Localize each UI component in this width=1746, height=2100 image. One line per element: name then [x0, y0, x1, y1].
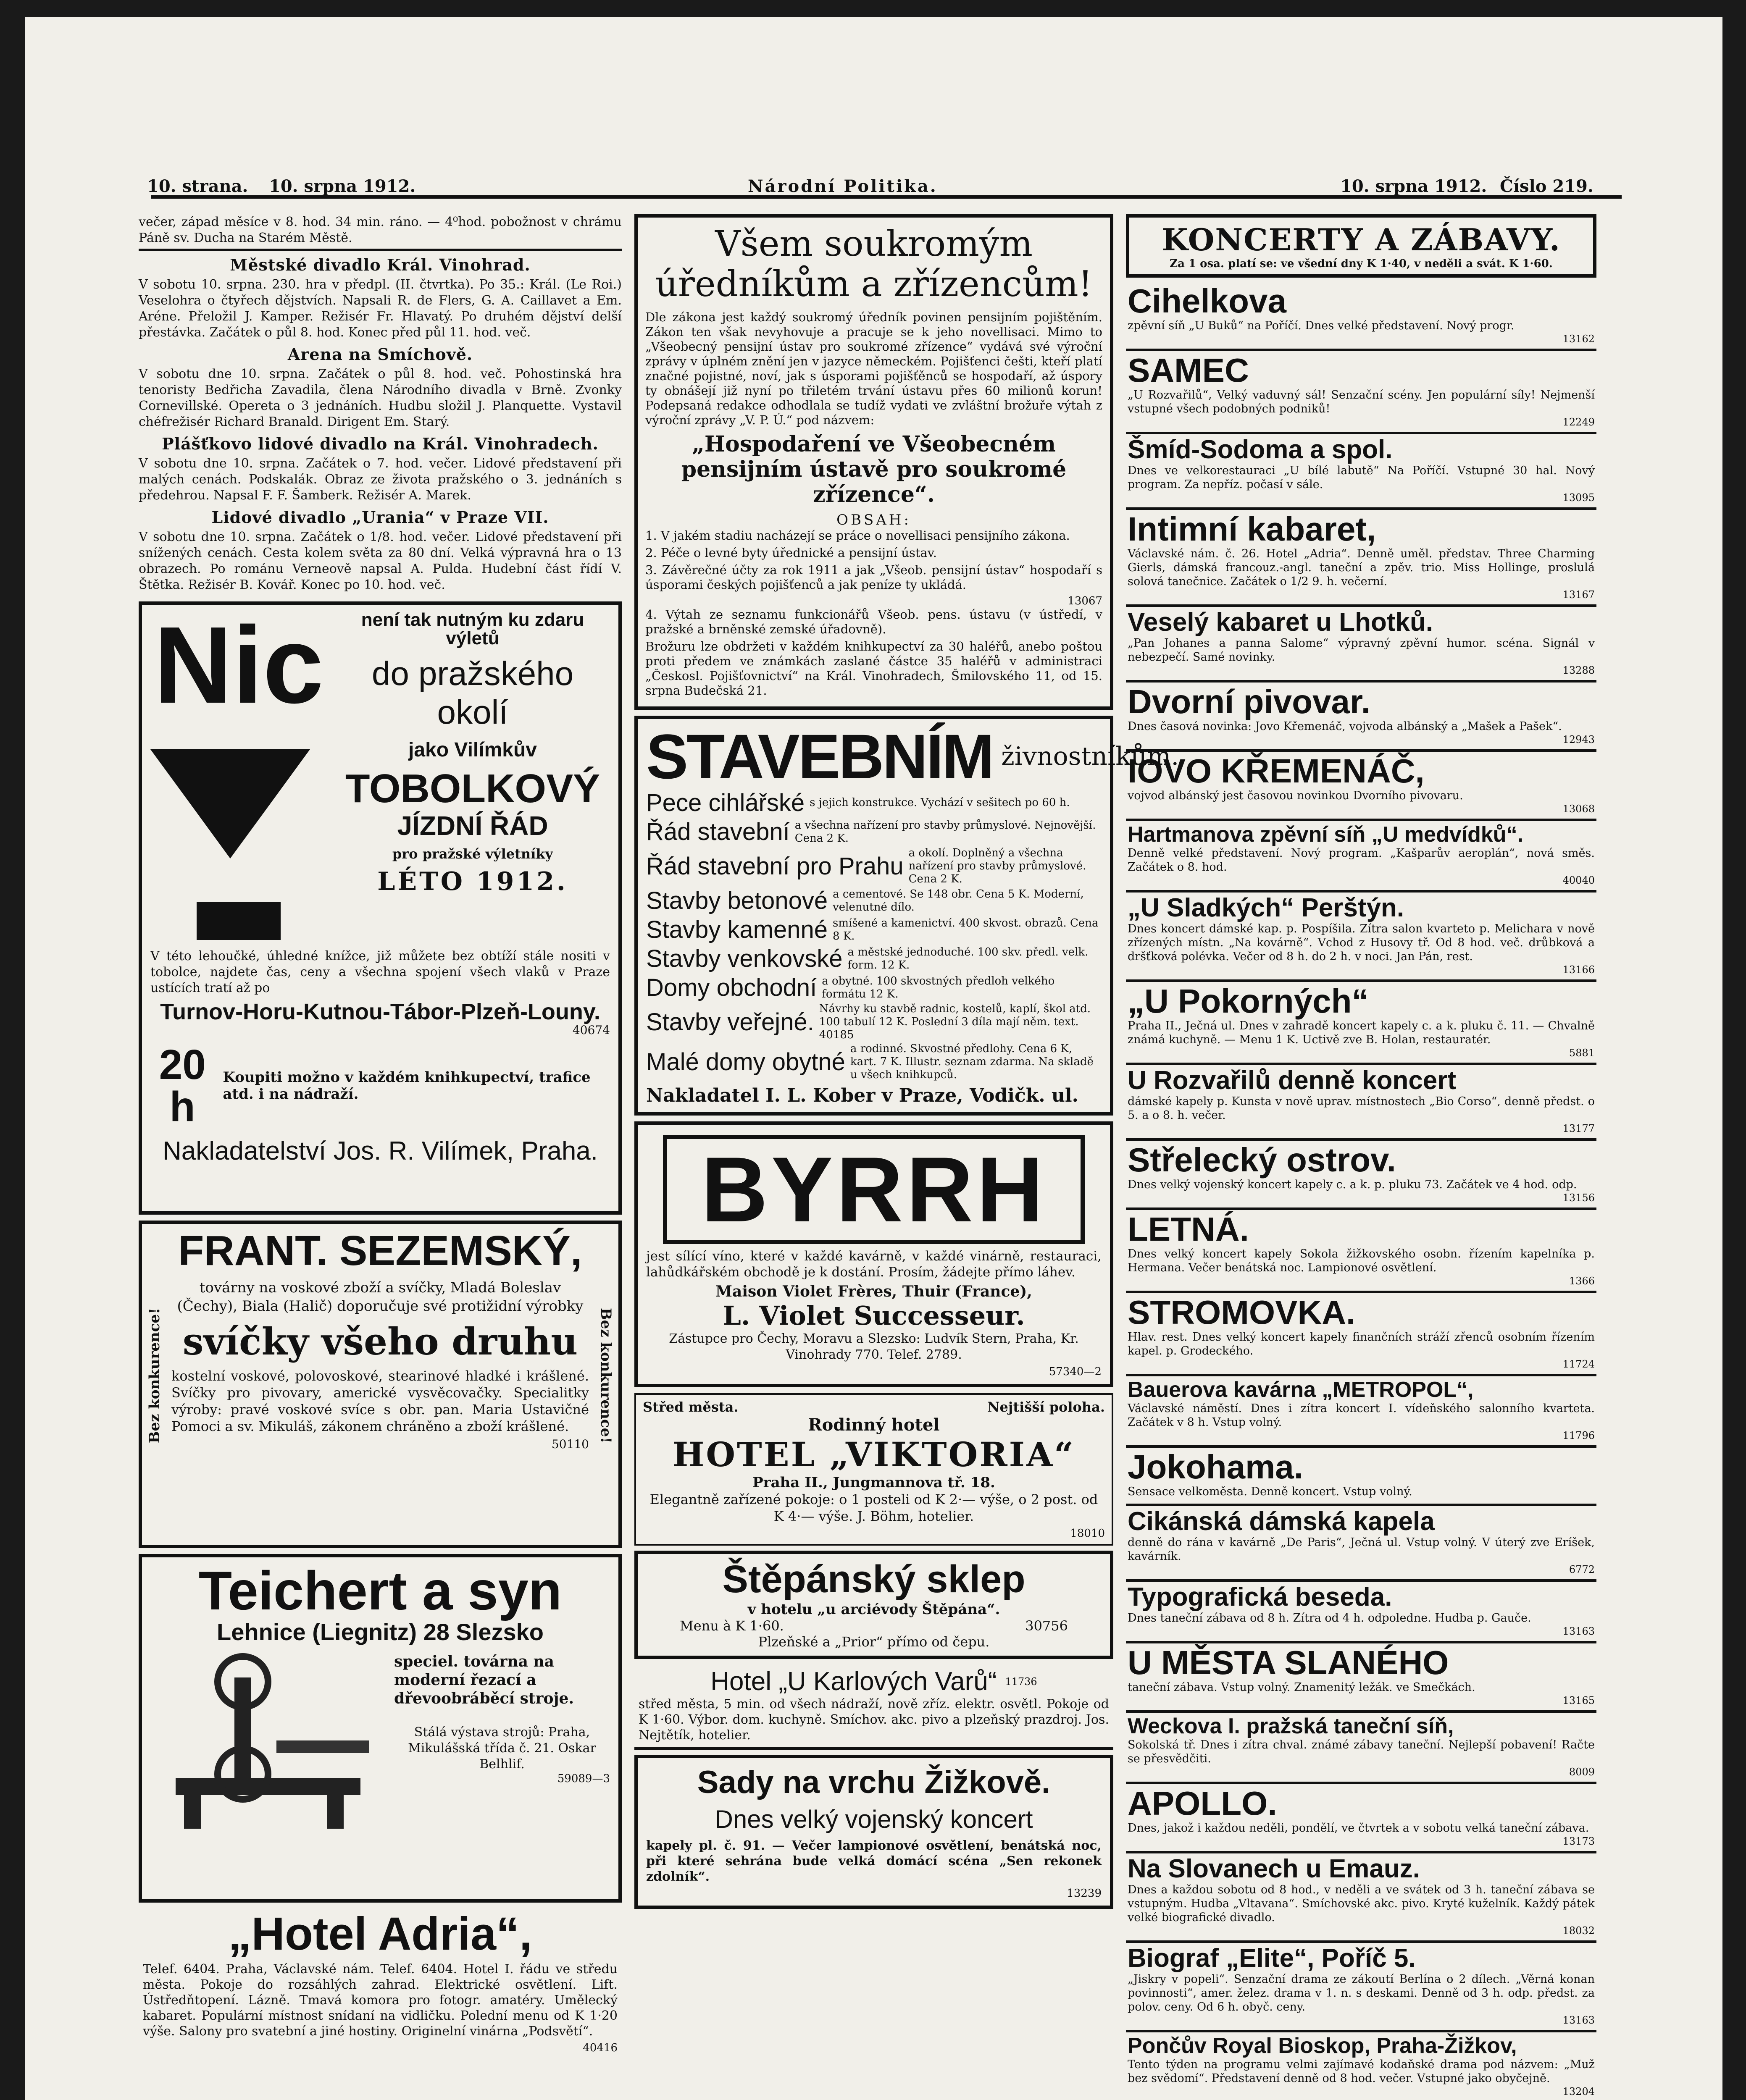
- ad-number: 13165: [1562, 1695, 1595, 1706]
- viktoria-advert: [634, 1393, 1113, 1546]
- ad-number: 5881: [1569, 1047, 1595, 1059]
- nic-buy: Koupiti možno v každém knihkupectví, trafice atd. i na nádraží.: [223, 1069, 591, 1102]
- nic-line: není tak nutným ku zdaru výletů: [361, 609, 584, 648]
- karlovy-vary-text: střed města, 5 min. od všech nádraží, nově zříz. elektr. osvětl. Pokoje od K 1·60. Výbor. dom. kuchyně. Smíchov. akc. pivo a plzeňský prazdroj. Jos. Nejtětík, hotelier.: [639, 1697, 1109, 1743]
- concert-ad: [1126, 1293, 1596, 1376]
- concert-ad-title: U Rozvařilů denně koncert: [1128, 1066, 1457, 1095]
- stepansky-title: Štěpánský sklep: [722, 1558, 1026, 1601]
- concert-ad: [1126, 351, 1596, 434]
- builders-item-title: Domy obchodní: [646, 974, 817, 1001]
- concerts-title: KONCERTY A ZÁBAVY.: [1162, 222, 1561, 257]
- concert-ad-text: Václavské nám. č. 26. Hotel „Adria“. Denně uměl. představ. Three Charming Gierls, dámská francouz.-angl. taneční a zpěv. trio. Miss Hollinge, proslulá solová tanečnice. Začátek o 1/2 9. h. večerní.: [1128, 547, 1595, 588]
- concert-ad-text: vojvod albánský jest časovou novinkou Dvorního pivovaru.: [1128, 789, 1463, 802]
- ad-number: 40416: [583, 2042, 618, 2054]
- side-text: Bez konkurence!: [146, 1308, 163, 1444]
- concert-ad: [1126, 510, 1596, 607]
- ad-number: 11736: [1005, 1675, 1037, 1688]
- concert-ad-title: Hartmanova zpěvní síň „U medvídků“.: [1128, 822, 1524, 847]
- ad-number: 8009: [1569, 1766, 1595, 1778]
- ad-number: 13068: [1562, 803, 1595, 815]
- concert-ad: [1126, 982, 1596, 1065]
- concert-ad-text: Václavské náměstí. Dnes i zítra koncert I. vídeňského salonního kvarteta. Začátek v 8 h. Vstup volný.: [1128, 1402, 1595, 1429]
- builders-sub: živnostníkům.: [1001, 742, 1179, 771]
- nic-title: TOBOLKOVÝ: [345, 766, 600, 811]
- concert-ad: [1126, 1506, 1596, 1582]
- byrrh-text: jest sílící víno, které v každé kavárně, v každé vinárně, restauraci, lahůdkářském obchodě je k dostání. Prosím, žádejte přímo láhev.: [646, 1249, 1102, 1280]
- theatre-text: V sobotu dne 10. srpna. Začátek o půl 8. hod. več. Pohostinská hra tenoristy Bedřicha Zavadila, člena Národního divadla v Brně. Zvonky Cornevillské. Opereta o 3 jednáních. Hudbu složil J. Planquette. Vystavil chéfrežisér Richard Branald. Dirigent Em. Starý.: [139, 367, 622, 429]
- concerts-header: [1126, 214, 1596, 278]
- builders-heading-row: [646, 721, 1179, 792]
- ad-number: 18010: [1070, 1527, 1105, 1540]
- ad-number: 13173: [1562, 1835, 1595, 1847]
- intro-text: večer, západ měsíce v 8. hod. 34 min. ráno. — 4⁰hod. pobožnost v chrámu Páně sv. Ducha na Starém Městě.: [139, 215, 622, 245]
- ad-number: 13166: [1562, 964, 1595, 976]
- side-text: Bez konkurence!: [597, 1308, 614, 1444]
- date-left: 10. srpna 1912.: [269, 176, 416, 196]
- ad-number: 6772: [1569, 1564, 1595, 1575]
- viktoria-sub: Rodinný hotel: [808, 1415, 940, 1435]
- concert-list: [1126, 282, 1596, 2100]
- saw-machine-icon: [150, 1652, 386, 1833]
- officials-end: Brožuru lze obdržeti v každém knihkupectví za 30 haléřů, anebo poštou proti předem ve známkách zaslané částce 35 haléřů v administraci „Českosl. Pojišťovnictví“ na Král. Vinohradech, Šmilovského 11, od 15. srpna Budečská 21.: [645, 639, 1102, 698]
- builders-item-title: Řád stavební pro Prahu: [646, 853, 904, 880]
- concert-ad: [1126, 607, 1596, 682]
- nic-heading: Nic: [153, 604, 324, 726]
- ad-number: 11796: [1562, 1430, 1595, 1441]
- builders-item-desc: smíšené a kamenictví. 400 skvost. obrazů. Cena 8 K.: [833, 916, 1099, 942]
- ad-number: 12249: [1562, 416, 1595, 428]
- concert-ad-title: Intimní kabaret,: [1128, 510, 1376, 548]
- builders-item-title: Stavby venkovské: [646, 945, 843, 972]
- builders-item-title: Stavby betonové: [646, 887, 828, 914]
- contents-item: 2. Péče o levné byty úřednické a pensijní ústav.: [645, 546, 937, 560]
- builders-item-desc: a rodinné. Skvostné předlohy. Cena 6 K, kart. 7 K. Illustr. seznam zdarma. Na skladě u všech knihkupců.: [850, 1042, 1094, 1081]
- nic-line: jako Vilímkův: [408, 739, 537, 761]
- concert-ad-title: SAMEC: [1128, 352, 1249, 389]
- viktoria-top: [643, 1399, 1105, 1415]
- karlovy-vary-advert: [634, 1665, 1113, 1750]
- officials-subtitle: „Hospodaření ve Všeobecném pensijním ústavě pro soukromé zřízence“.: [681, 431, 1067, 507]
- concert-ad-title: Jokohama.: [1128, 1448, 1303, 1486]
- builders-item-title: Pece cihlářské: [646, 789, 805, 816]
- concert-ad: [1126, 892, 1596, 982]
- issue-number: Číslo 219.: [1500, 176, 1593, 196]
- teichert-city: Lehnice (Liegnitz) 28 Slezsko: [217, 1619, 544, 1645]
- contents-item: 4. Výtah ze seznamu funkcionářů Všeob. pens. ústavu (v ústředí, v pražské a brněnské zemské úřadovně).: [645, 607, 1102, 636]
- concert-ad-title: Pončův Royal Bioskop, Praha-Žižkov,: [1128, 2034, 1517, 2058]
- concert-ad-title: STROMOVKA.: [1128, 1294, 1356, 1331]
- concert-ad-text: Dnes, jakož i každou neděli, pondělí, ve čtvrtek a v sobotu velká taneční zábava.: [1128, 1822, 1589, 1835]
- builders-item: [646, 916, 1102, 944]
- concert-ad-title: IOVO KŘEMENÁČ,: [1128, 752, 1425, 790]
- concert-ad-title: Bauerova kavárna „METROPOL“,: [1128, 1378, 1474, 1402]
- date-right: 10. srpna 1912.: [1340, 176, 1487, 196]
- concert-ad: [1126, 1943, 1596, 2032]
- builders-advert: [634, 716, 1179, 1116]
- concert-ad-title: Šmíd-Sodoma a spol.: [1128, 435, 1393, 464]
- builders-item: [646, 1003, 1102, 1042]
- concert-ad-text: zpěvní síň „U Buků“ na Poříčí. Dnes velké představení. Nový progr.: [1128, 319, 1515, 332]
- ad-number: 57340—2: [1049, 1365, 1102, 1378]
- sezemsky-advert: [139, 1221, 622, 1548]
- builders-item-desc: s jejich konstrukce. Vychází v sešitech po 60 h.: [810, 796, 1070, 809]
- concert-ad: [1126, 434, 1596, 510]
- black-bar: [197, 902, 281, 940]
- theatre-title: Městské divadlo Král. Vinohrad.: [230, 255, 531, 274]
- concert-ad-text: „Jiskry v popeli“. Senzační drama ze zákoutí Berlína o 2 dílech. „Věrná konan povinnosti“, amer. želez. drama v 1. n. s deskami. Denně od 3 h. odp. předst. za polov. ceny. Od 6 h. obyč. ceny.: [1128, 1973, 1595, 2013]
- nic-towns: Turnov-Horu-Kutnou-Tábor-Plzeň-Louny.: [160, 999, 600, 1024]
- concert-ad: [1126, 821, 1596, 892]
- concert-ad-text: Dnes velký koncert kapely Sokola žižkovského osobn. řízením kapelníka p. Hermana. Večer benátská noc. Lampionové osvětlení.: [1128, 1247, 1595, 1274]
- concert-ad-text: „Pan Johanes a panna Salome“ výpravný zpěvní humor. scéna. Signál v nebezpečí. Samé novinky.: [1128, 637, 1595, 664]
- builders-item-desc: a všechna nařízení pro stavby průmyslové. Nejnovější. Cena 2 K.: [794, 819, 1096, 845]
- builders-item: [646, 847, 1102, 886]
- ad-number: 13067: [1068, 595, 1102, 607]
- concert-ad-text: Hlav. rest. Dnes velký koncert kapely finančních stráží zřenců osobním řízením kapel. p. Grodeckého.: [1128, 1331, 1595, 1357]
- ad-number: 13163: [1562, 2014, 1595, 2026]
- contents-item: 1. V jakém stadiu nacházejí se práce o novellisaci pensijního zákona.: [645, 528, 1070, 543]
- stepansky-beer: Plzeňské a „Prior“ přímo od čepu.: [758, 1634, 990, 1650]
- officials-title: Všem soukromým úředníkům a zřízencům!: [655, 223, 1093, 304]
- concert-ad: [1126, 1448, 1596, 1506]
- nic-line: pro pražské výletníky: [392, 846, 553, 862]
- theatre-text: V sobotu dne 10. srpna. Začátek o 1/8. hod. večer. Lidové představení při snížených cenách. Cesta kolem světa za 80 dní. Velká výpravná hra o 13 obrazech. Po románu Verneově napsal A. Pulda. Hudební část řídí V. Štětka. Režisér B. Kovář. Konec po 10. hod. več.: [139, 530, 622, 592]
- concert-ad-title: U MĚSTA SLANÉHO: [1128, 1644, 1449, 1681]
- theatre-title: Plášťkovo lidové divadlo na Král. Vinohradech.: [162, 434, 599, 453]
- viktoria-title: HOTEL „VIKTORIA“: [672, 1435, 1075, 1474]
- viktoria-address: Praha II., Jungmannova tř. 18.: [752, 1474, 995, 1491]
- ad-number: 13288: [1562, 664, 1595, 676]
- concert-ad-title: Dvorní pivovar.: [1128, 683, 1370, 720]
- ad-number: 13162: [1562, 333, 1595, 345]
- ad-number: 13167: [1562, 589, 1595, 601]
- concert-ad-text: „U Rozvařilů“, Velký vaduvný sál! Senzační scény. Jen populární síly! Nejmenší vstupné všech podobných podniků!: [1128, 388, 1595, 415]
- concert-ad-title: Weckova I. pražská taneční síň,: [1128, 1714, 1454, 1738]
- builders-item: [646, 789, 1102, 817]
- sezemsky-product: svíčky všeho druhu: [182, 1320, 578, 1363]
- concert-ad: [1126, 1065, 1596, 1141]
- nic-left: [150, 604, 327, 940]
- ad-number: 13095: [1562, 492, 1595, 504]
- concert-ad-text: Sokolská tř. Dnes i zítra chval. známé zábavy taneční. Nejlepší pobavení! Račte se přesvědčiti.: [1128, 1738, 1595, 1765]
- officials-advert: [634, 214, 1113, 710]
- ad-number: 13239: [1067, 1887, 1102, 1900]
- builders-item-title: Řád stavební: [646, 818, 790, 845]
- stepansky-menu: Menu à K 1·60.: [680, 1618, 784, 1634]
- builders-item-title: Stavby kamenné: [646, 916, 828, 943]
- column-left: [139, 214, 622, 2057]
- nic-buy-row: [150, 1041, 610, 1130]
- concert-ad-text: Denně velké představení. Nový program. „Kašparův aeroplán“, nová směs. Začátek o 8. hod.: [1128, 847, 1595, 874]
- concert-ad: [1126, 1141, 1596, 1210]
- builders-item-desc: a okolí. Doplněný a všechna nařízení pro stavby průmyslové. Cena 2 K.: [908, 847, 1086, 885]
- builders-publisher: Nakladatel I. L. Kober v Praze, Vodičk. ul.: [646, 1085, 1078, 1106]
- stepansky-sub: v hotelu „u arciévody Štěpána“.: [747, 1601, 1000, 1618]
- ad-number: 13204: [1562, 2086, 1595, 2097]
- byrrh-representative: Zástupce pro Čechy, Moravu a Slezsko: Ludvík Stern, Praha, Kr. Vinohrady 770. Telef. 2789.: [669, 1331, 1079, 1362]
- viktoria-top-left: Střed města.: [643, 1399, 739, 1415]
- concert-ad-title: „U Pokorných“: [1128, 982, 1369, 1020]
- adria-text: Telef. 6404. Praha, Václavské nám. Telef. 6404. Hotel I. řádu ve středu města. Pokoje do rozsáhlých zahrad. Elektrické osvětlení. Lift. Ústředňtopení. Lázně. Tmavá komora pro fotogr. amatéry. Umělecký kabaret. Populární místnost snídaní na vidličku. Polední menu od K 1·20 výše. Salony pro svatební a jiné hostiny. Originelní vinárna „Podsvětí“.: [143, 1962, 618, 2039]
- nic-title: JÍZDNÍ ŘÁD: [397, 811, 548, 841]
- concert-ad-title: LETNÁ.: [1128, 1210, 1249, 1248]
- concert-ad-title: Cikánská dámská kapela: [1128, 1507, 1435, 1536]
- concert-ad-text: taneční zábava. Vstup volný. Znamenitý ležák. ve Smečkách.: [1128, 1681, 1475, 1694]
- ad-number: 13163: [1562, 1625, 1595, 1637]
- builders-item: [646, 1042, 1102, 1082]
- byrrh-advert: [634, 1121, 1113, 1387]
- ad-number: 1366: [1569, 1275, 1595, 1287]
- builders-item-desc: a cementové. Se 148 obr. Cena 5 K. Moderní, velenutné dílo.: [833, 887, 1084, 914]
- nic-line: do pražského okolí: [371, 655, 574, 731]
- stepansky-menu-row: [646, 1618, 1102, 1634]
- concert-ad: [1126, 1582, 1596, 1643]
- sady-title: Sady na vrchu Žižkově.: [697, 1764, 1051, 1800]
- concert-ad: [1126, 1853, 1596, 1943]
- ad-number: 40040: [1562, 874, 1595, 886]
- sezemsky-text: továrny na voskové zboží a svíčky, Mladá Boleslav (Čechy), Biala (Halič) doporučuje své protižidní výrobky: [177, 1279, 584, 1315]
- builders-item-desc: Návrhy ku stavbě radnic, kostelů, kaplí, škol atd. 100 tabulí 12 K. Poslední 3 díla mají něm. text. 40185: [819, 1003, 1091, 1041]
- adria-title: „Hotel Adria“,: [228, 1908, 532, 1960]
- concert-ad: [1126, 1784, 1596, 1853]
- ad-number: 13156: [1562, 1192, 1595, 1204]
- concert-ad: [1126, 752, 1596, 821]
- ad-number: 40674: [572, 1023, 610, 1037]
- teichert-title: Teichert a syn: [198, 1560, 562, 1621]
- ad-number: 59089—3: [557, 1772, 610, 1785]
- builders-item: [646, 818, 1102, 846]
- theatre-title: Lidové divadlo „Urania“ v Praze VII.: [211, 508, 549, 527]
- builders-item-desc: a městské jednoduché. 100 skv. předl. velk. form. 12 K.: [847, 945, 1089, 971]
- concert-ad: [1126, 2032, 1596, 2100]
- concert-ad-title: Biograf „Elite“, Poříč 5.: [1128, 1944, 1416, 1973]
- concert-ad-text: Tento týden na programu velmi zajímavé kodaňské drama pod názvem: „Muž bez svědomí“. Představení denně od 8 hod. večer. Vstupné jako obyčejně.: [1128, 2058, 1595, 2085]
- concert-ad-title: Typografická beseda.: [1128, 1583, 1392, 1612]
- concert-ad: [1126, 1210, 1596, 1293]
- theatre-text: V sobotu dne 10. srpna. Začátek o 7. hod. večer. Lidové představení při malých cenách. Podskalák. Obraz ze života pražského o 3. jednáních s předehrou. Napsal F. F. Šamberk. Režisér A. Marek.: [139, 456, 622, 503]
- concert-ad: [1126, 1643, 1596, 1713]
- concert-ad: [1126, 282, 1596, 351]
- concert-ad: [1126, 1713, 1596, 1784]
- down-arrow-icon: [150, 749, 310, 875]
- adria-advert: [139, 1908, 622, 2057]
- concert-ad-title: „U Sladkých“ Perštýn.: [1128, 893, 1404, 922]
- builders-item: [646, 945, 1102, 973]
- builders-item-title: Stavby veřejné.: [646, 1008, 814, 1036]
- stepansky-advert: [634, 1551, 1113, 1659]
- builders-item: [646, 974, 1102, 1002]
- byrrh-logo-frame: [663, 1135, 1085, 1244]
- builders-item: [646, 887, 1102, 915]
- officials-text: Dle zákona jest každý soukromý úředník povinen pensijním pojištěním. Zákon ten však nevyhovuje a pracuje se k jeho novellisaci. Mimo to „Všeobecný pensijní ústav pro soukromé zřízence“ vydává své výroční zprávy v úplném znění jen v jazyce německém. Pojišťenci češti, kteří platí značné pojistné, noví, jak s úsporami pojišťěnců se hospodaří, až úspory ty obnášejí již nyní po třiletém trvání ústavu přes 60 milionů korun! Podepsaná redakce odhodlala se tudíž vydati ve zvláštní brožuře výtah z výroční zprávy „V. P. Ú.“ pod názvem:: [645, 310, 1102, 427]
- ad-number: 50110: [551, 1437, 589, 1451]
- sady-text: kapely pl. č. 91. — Večer lampionové osvětlení, benátská noc, při které sehrána bude velká domácí scéna „Sen rekonek zdolník“.: [646, 1838, 1102, 1884]
- sezemsky-title: FRANT. SEZEMSKÝ,: [178, 1227, 582, 1274]
- builders-item-desc: a obytné. 100 skvostných předloh velkého formátu 12 K.: [822, 974, 1055, 1000]
- builders-list: [646, 789, 1102, 1082]
- concert-ad-text: Sensace velkoměsta. Denně koncert. Vstup volný.: [1128, 1485, 1412, 1498]
- byrrh-logo: BYRRH: [701, 1138, 1047, 1241]
- concert-ad: [1126, 682, 1596, 752]
- column-right: [1126, 214, 1596, 2100]
- sady-sub: Dnes velký vojenský koncert: [715, 1805, 1033, 1833]
- nic-advert: [139, 601, 622, 1215]
- ad-number: 13177: [1562, 1123, 1595, 1134]
- concert-ad-title: Cihelkova: [1128, 282, 1286, 320]
- teichert-advert: [139, 1554, 622, 1903]
- concert-ad-text: Dnes ve velkorestauraci „U bílé labutě“ Na Poříčí. Vstupné 30 hal. Nový program. Za nepříz. počasí v sále.: [1128, 464, 1595, 491]
- concerts-rate: Za 1 osa. platí se: ve všední dny K 1·40, v neděli a svát. K 1·60.: [1170, 257, 1553, 270]
- concert-ad-title: Střelecký ostrov.: [1128, 1141, 1396, 1179]
- nic-price: 20 h: [159, 1041, 206, 1130]
- concert-ad-text: Dnes a každou sobotu od 8 hod., v neděli a ve svátek od 3 h. taneční zábava se vstupným. Hudba „Vltavana“. Smíchovské akc. pivo. Kryté kuželník. Každý pátek velké biografické divadlo.: [1128, 1883, 1595, 1924]
- concert-ad-title: Na Slovanech u Emauz.: [1128, 1854, 1420, 1883]
- column-middle: [634, 214, 1179, 1915]
- concert-ad-text: Dnes velký vojenský koncert kapely c. a k. p. pluku 73. Začátek ve 4 hod. odp.: [1128, 1178, 1577, 1191]
- concert-ad-text: Dnes časová novinka: Jovo Křemenáč, vojvoda albánský a „Mašek a Pašek“.: [1128, 720, 1562, 733]
- newspaper-title: Národní Politika.: [748, 176, 938, 196]
- teichert-text: speciel. továrna na moderní řezací a dřevoobráběcí stroje.: [394, 1653, 574, 1707]
- ad-number: 18032: [1562, 1925, 1595, 1937]
- divider: [139, 249, 622, 251]
- concert-ad-title: Veselý kabaret u Lhotků.: [1128, 608, 1433, 637]
- teichert-exhibit: Stálá výstava strojů: Praha, Mikulášská třída č. 21. Oskar Belhlif.: [408, 1725, 596, 1772]
- concert-ad-text: Dnes koncert dámské kap. p. Pospíšila. Zítra salon kvarteto p. Melichara v nově zřízených místn. „Na kovárně“. Vchod z Husovy tř. Od 8 hod. več. drůbková a dršťková polévka. Večer od 8 h. do 2 h. v noci. Jan Pán, rest.: [1128, 922, 1595, 963]
- concert-ad-text: denně do rána v kavárně „De Paris“, Ječná ul. Vstup volný. V úterý zve Eríšek, kavárník.: [1128, 1536, 1595, 1563]
- viktoria-top-right: Nejtišší poloha.: [987, 1399, 1105, 1415]
- concert-ad: [1126, 1376, 1596, 1448]
- concert-ad-text: Praha II., Ječná ul. Dnes v zahradě koncert kapely c. a k. pluku č. 11. — Chvalně známá kuchyně. — Menu 1 K. Uctivě zve B. Holan, restauratér.: [1128, 1019, 1595, 1046]
- sady-advert: [634, 1755, 1113, 1909]
- karlovy-vary-title: Hotel „U Karlových Varů“: [710, 1667, 997, 1696]
- contents-heading: OBSAH:: [836, 512, 911, 528]
- contents-item: 3. Závěrečné účty za rok 1911 a jak „Všeob. pensijní ústav“ hospodaří s úsporami českých pojišťenců a jak peníze ty ukládá.: [645, 563, 1102, 592]
- ad-number: 12943: [1562, 734, 1595, 746]
- theatre-text: V sobotu 10. srpna. 230. hra v předpl. (II. čtvrtka). Po 35.: Král. (Le Roi.) Veselohra o čtyřech dějstvích. Napsali R. de Flers, G. A. Caillavet a Em. Aréne. Přeložil J. Kamper. Režisér Fr. Hlavatý. Po druhém dějství delší přestávka. Začátek o půl 8. hod. Konec před půl 11. hod. več.: [139, 277, 622, 340]
- concert-ad-title: APOLLO.: [1128, 1785, 1277, 1822]
- builders-item-title: Malé domy obytné: [646, 1048, 845, 1076]
- byrrh-maison: Maison Violet Frères, Thuir (France),: [715, 1283, 1032, 1300]
- nic-publisher: Nakladatelství Jos. R. Vilímek, Praha.: [162, 1137, 598, 1166]
- viktoria-text: Elegantně zařízené pokoje: o 1 posteli od K 2·— výše, o 2 post. od K 4·— výše. J. Böhm, hotelier.: [649, 1491, 1098, 1524]
- page-number: 10. strana.: [147, 176, 248, 196]
- nic-text: V této lehoučké, úhledné knížce, již můžete bez obtíží stále nositi v tobolce, najdete čas, ceny a všechna spojení všech vlaků v Praze ustících tratí až po: [150, 949, 610, 995]
- nic-right: [335, 611, 610, 896]
- ad-number: 11724: [1562, 1358, 1595, 1370]
- builders-heading: STAVEBNÍM: [646, 721, 993, 792]
- byrrh-firm: L. Violet Successeur.: [723, 1300, 1025, 1331]
- nic-season: LÉTO 1912.: [377, 867, 568, 896]
- ad-number: 30756: [1025, 1618, 1068, 1634]
- theatre-title: Arena na Smíchově.: [287, 345, 473, 364]
- sezemsky-text: kostelní voskové, polovoskové, stearinové hladké i krášlené. Svíčky pro pivovary, americké vysvěcovačky. Specialitky výroby: pravé voskové svíce s obr. pan. Maria Ustavičné Pomoci a sv. Mikuláš, zákonem chráněno a zboží krášlené.: [171, 1368, 589, 1434]
- concert-ad-text: Dnes taneční zábava od 8 h. Zítra od 4 h. odpoledne. Hudba p. Gauče.: [1128, 1612, 1531, 1625]
- concert-ad-text: dámské kapely p. Kunsta v nově uprav. místnostech „Bio Corso“, denně předst. o 5. a o 8. h. večer.: [1128, 1095, 1595, 1122]
